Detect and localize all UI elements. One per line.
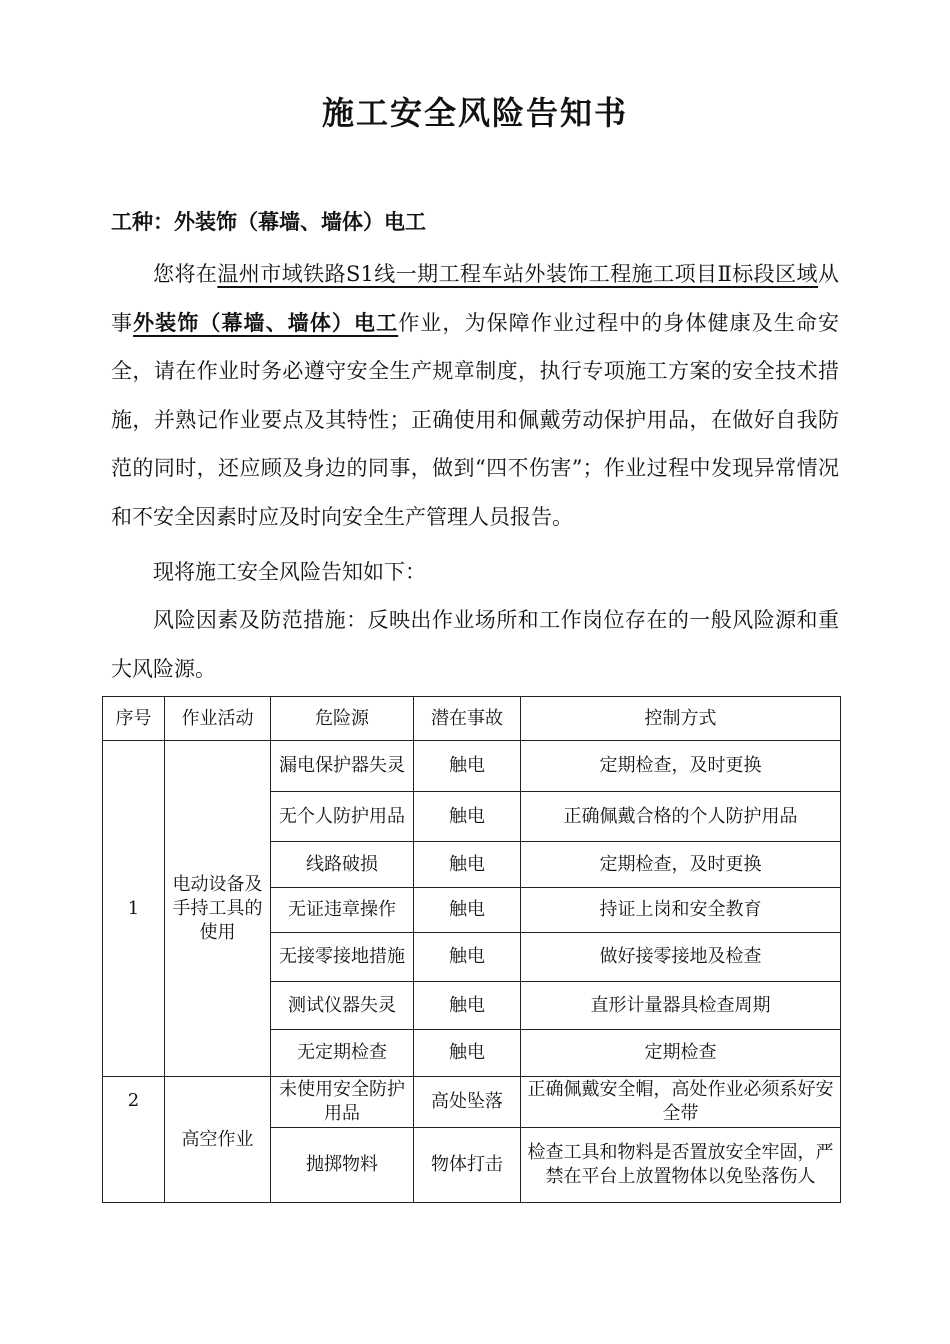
row-activity: 电动设备及手持工具的使用 [165,741,271,1077]
control-cell: 持证上岗和安全教育 [521,888,841,933]
document-title: 施工安全风险告知书 [321,94,628,132]
accident-cell: 触电 [414,1030,521,1077]
header-control: 控制方式 [521,697,841,741]
control-cell: 定期检查 [521,1030,841,1077]
hazard-cell: 无接零接地措施 [271,933,414,982]
control-cell: 正确佩戴合格的个人防护用品 [521,792,841,842]
accident-cell: 触电 [414,888,521,933]
control-cell: 定期检查，及时更换 [521,741,841,792]
hazard-cell: 未使用安全防护用品 [271,1077,414,1128]
accident-cell: 触电 [414,792,521,842]
risk-table [102,696,841,1203]
control-cell: 直形计量器具检查周期 [521,982,841,1030]
accident-cell: 触电 [414,741,521,792]
accident-cell: 触电 [414,842,521,888]
intro-rest: 作业，为保障作业过程中的身体健康及生命安全，请在作业时务必遵守安全生产规章制度，执行专项施工方案的安全技术措施，并熟记作业要点及其特性；正确使用和佩戴劳动保护用品，在做好自我防范的同时，还应顾及身边的同事，做到“四不伤害”；作业过程中发现异常情况和不安全因素时应及时向安全生产管理人员报告。 [111,310,839,529]
table-row [103,741,841,792]
header-accident: 潜在事故 [414,697,521,741]
hazard-cell: 无个人防护用品 [271,792,414,842]
table-row [103,1077,841,1128]
notice-paragraph: 现将施工安全风险告知如下： [153,560,426,584]
accident-cell: 物体打击 [414,1128,521,1203]
hazard-cell: 测试仪器失灵 [271,982,414,1030]
work-location: 温州市域铁路S1线一期工程车站外装饰工程施工项目Ⅱ标段区域 [217,262,818,286]
hazard-cell: 无证违章操作 [271,888,414,933]
header-hazard: 危险源 [271,697,414,741]
row-activity: 高空作业 [165,1077,271,1203]
control-cell: 正确佩戴安全帽，高处作业必须系好安全带 [521,1077,841,1128]
intro-mid: 从事 [111,262,839,335]
hazard-cell: 无定期检查 [271,1030,414,1077]
intro-prefix: 您将在 [153,262,218,286]
accident-cell: 高处坠落 [414,1077,521,1128]
hazard-cell: 漏电保护器失灵 [271,741,414,792]
intro-paragraph [111,250,839,541]
row-no: 1 [103,741,165,1077]
trade-line: 工种：外装饰（幕墙、墙体）电工 [111,209,426,234]
table-header-row [103,697,841,741]
hazard-cell: 抛掷物料 [271,1128,414,1203]
trade-name: 外装饰（幕墙、墙体）电工 [133,309,399,335]
risk-factors-paragraph: 风险因素及防范措施：反映出作业场所和工作岗位存在的一般风险源和重大风险源。 [111,608,839,681]
header-no: 序号 [103,697,165,741]
accident-cell: 触电 [414,933,521,982]
hazard-cell: 线路破损 [271,842,414,888]
header-activity: 作业活动 [165,697,271,741]
control-cell: 定期检查，及时更换 [521,842,841,888]
row-no: 2 [103,1077,165,1203]
control-cell: 做好接零接地及检查 [521,933,841,982]
accident-cell: 触电 [414,982,521,1030]
control-cell: 检查工具和物料是否置放安全牢固，严禁在平台上放置物体以免坠落伤人 [521,1128,841,1203]
